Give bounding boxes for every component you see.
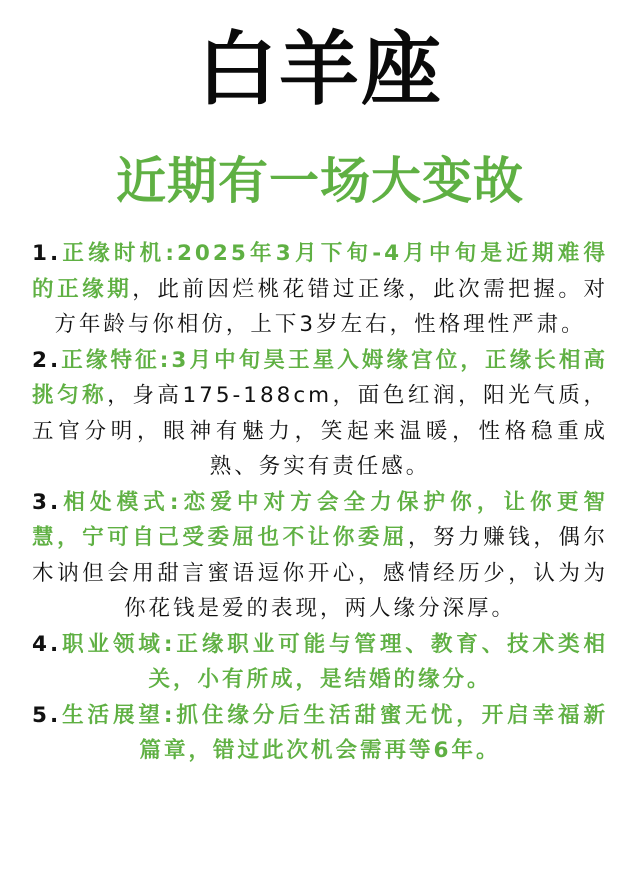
item-text: ，努力赚钱，偶尔木讷但会用甜言蜜语逗你开心，感情经历少，认为为你花钱是爱的表现，两人缘分深厚。: [32, 525, 608, 621]
list-item-5: [32, 698, 608, 769]
item-highlight: 相处模式:恋爱中对方会全力保护你，让你更智慧，宁可自己受委屈也不让你委屈: [32, 489, 608, 550]
content-list: [32, 236, 608, 769]
item-number: 5.: [32, 702, 62, 728]
list-item-3: [32, 485, 608, 627]
list-item-2: [32, 343, 608, 485]
item-text: ，身高175-188cm，面色红润，阳光气质，五官分明，眼神有魅力，笑起来温暖，性格稳重成熟、务实有责任感。: [32, 383, 608, 479]
item-highlight: 正缘时机:2025年3月下旬-4月中旬是近期难得的正缘期: [32, 241, 608, 302]
list-item-4: [32, 627, 608, 698]
item-highlight: 正缘特征:3月中旬昊王星入姆缘宫位，正缘长相高挑匀称: [32, 347, 608, 408]
item-number: 4.: [32, 631, 62, 657]
list-item-1: [32, 236, 608, 343]
page-subtitle: 近期有一场大变故: [116, 152, 524, 210]
page-title: 白羊座: [197, 23, 443, 116]
item-highlight: 职业领域:正缘职业可能与管理、教育、技术类相关，小有所成，是结婚的缘分。: [61, 631, 608, 692]
item-text: ，此前因烂桃花错过正缘，此次需把握。对方年龄与你相仿，上下3岁左右，性格理性严肃。: [54, 276, 608, 337]
item-number: 3.: [32, 489, 62, 515]
item-number: 1.: [32, 241, 62, 266]
item-highlight: 生活展望:抓住缘分后生活甜蜜无忧，开启幸福新篇章，错过此次机会需再等6年。: [61, 702, 608, 763]
item-number: 2.: [32, 347, 62, 373]
